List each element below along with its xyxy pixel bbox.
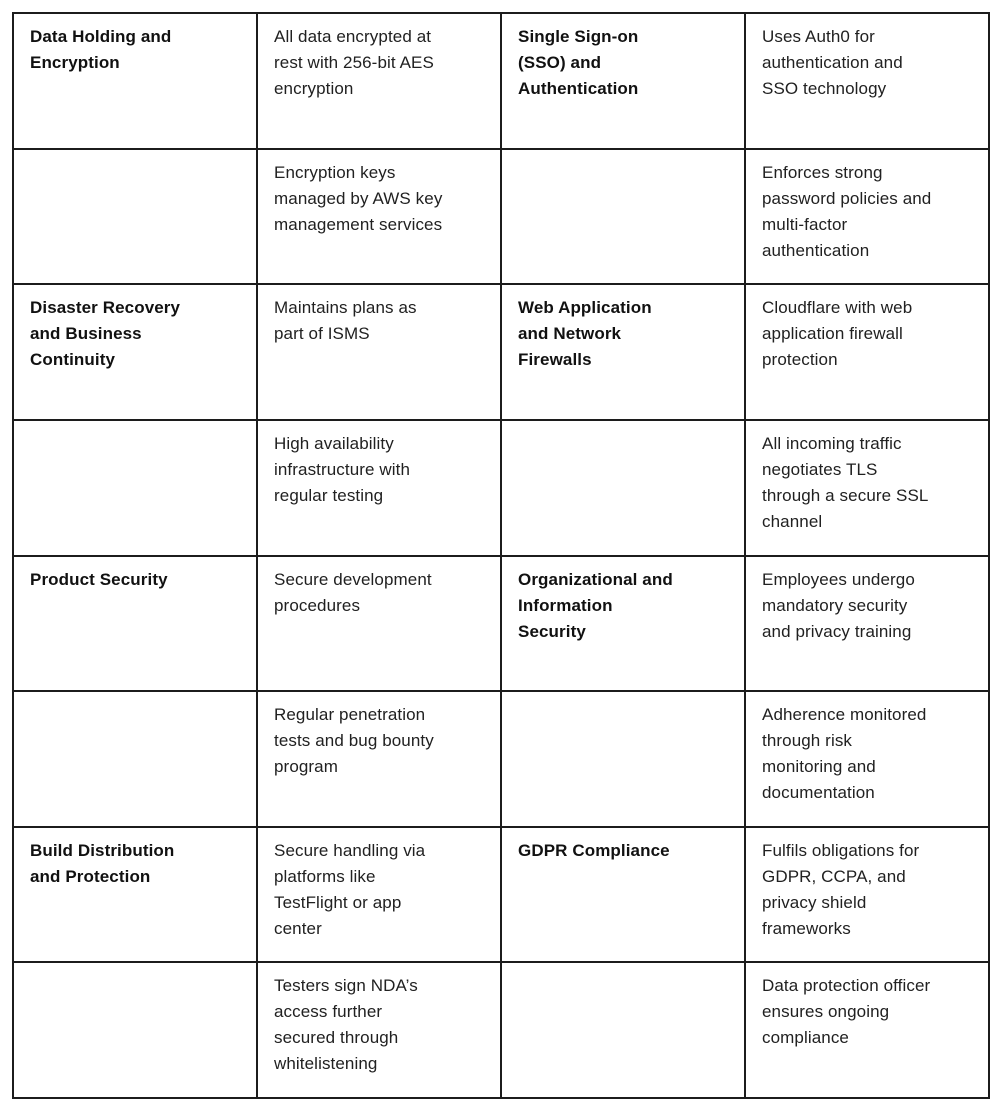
detail-text: High availability infrastructure with regular testing	[274, 433, 411, 505]
category-cell-empty	[501, 691, 745, 827]
category-cell-empty	[13, 420, 257, 556]
security-compliance-table	[12, 12, 990, 1099]
table-row	[13, 827, 989, 963]
category-label: Data Holding and Encryption	[30, 27, 172, 72]
category-label: GDPR Compliance	[518, 840, 670, 860]
detail-cell	[257, 149, 501, 285]
detail-text: Enforces strong password policies and multi-factor authentication	[762, 162, 932, 260]
category-cell	[13, 13, 257, 149]
table-row	[13, 691, 989, 827]
category-cell	[13, 284, 257, 420]
detail-text: Adherence monitored through risk monitoring and documentation	[762, 705, 927, 803]
detail-text: All data encrypted at rest with 256-bit AES encryption	[274, 27, 434, 98]
detail-cell	[257, 962, 501, 1098]
detail-text: Cloudflare with web application firewall protection	[762, 298, 913, 370]
category-label: Single Sign-on (SSO) and Authentication	[518, 27, 639, 98]
detail-cell	[257, 284, 501, 420]
detail-text: Encryption keys managed by AWS key management services	[274, 162, 443, 234]
category-cell	[501, 556, 745, 692]
category-cell	[501, 284, 745, 420]
detail-cell	[257, 420, 501, 556]
detail-cell	[257, 556, 501, 692]
detail-text: All incoming traffic negotiates TLS through a secure SSL channel	[762, 433, 928, 531]
detail-cell	[257, 827, 501, 963]
detail-text: Fulfils obligations for GDPR, CCPA, and privacy shield frameworks	[762, 840, 920, 938]
detail-text: Uses Auth0 for authentication and SSO technology	[762, 27, 903, 98]
table-body	[13, 13, 989, 1098]
detail-text: Regular penetration tests and bug bounty program	[274, 705, 434, 777]
detail-cell	[745, 962, 989, 1098]
detail-cell	[745, 284, 989, 420]
category-cell	[501, 827, 745, 963]
detail-cell	[745, 691, 989, 827]
category-cell	[13, 827, 257, 963]
detail-cell	[745, 13, 989, 149]
detail-cell	[745, 420, 989, 556]
detail-text: Secure handling via platforms like TestFlight or app center	[274, 840, 426, 938]
category-label: Organizational and Information Security	[518, 569, 673, 641]
category-cell-empty	[501, 420, 745, 556]
category-label: Build Distribution and Protection	[30, 840, 175, 886]
category-label: Web Application and Network Firewalls	[518, 298, 652, 370]
table-row	[13, 149, 989, 285]
table-row	[13, 420, 989, 556]
detail-cell	[257, 691, 501, 827]
category-cell-empty	[13, 691, 257, 827]
detail-text: Data protection officer ensures ongoing compliance	[762, 976, 931, 1048]
detail-text: Maintains plans as part of ISMS	[274, 298, 417, 344]
table-row	[13, 13, 989, 149]
detail-text: Employees undergo mandatory security and privacy training	[762, 569, 915, 641]
detail-cell	[745, 149, 989, 285]
table-row	[13, 556, 989, 692]
detail-cell	[745, 556, 989, 692]
category-cell-empty	[13, 962, 257, 1098]
category-label: Disaster Recovery and Business Continuity	[30, 298, 181, 370]
category-cell-empty	[501, 962, 745, 1098]
table-row	[13, 284, 989, 420]
category-label: Product Security	[30, 569, 168, 589]
category-cell-empty	[501, 149, 745, 285]
category-cell	[13, 556, 257, 692]
detail-cell	[257, 13, 501, 149]
category-cell-empty	[13, 149, 257, 285]
table-row	[13, 962, 989, 1098]
detail-cell	[745, 827, 989, 963]
detail-text: Testers sign NDA’s access further secured through whitelistening	[274, 976, 418, 1074]
detail-text: Secure development procedures	[274, 569, 432, 615]
category-cell	[501, 13, 745, 149]
